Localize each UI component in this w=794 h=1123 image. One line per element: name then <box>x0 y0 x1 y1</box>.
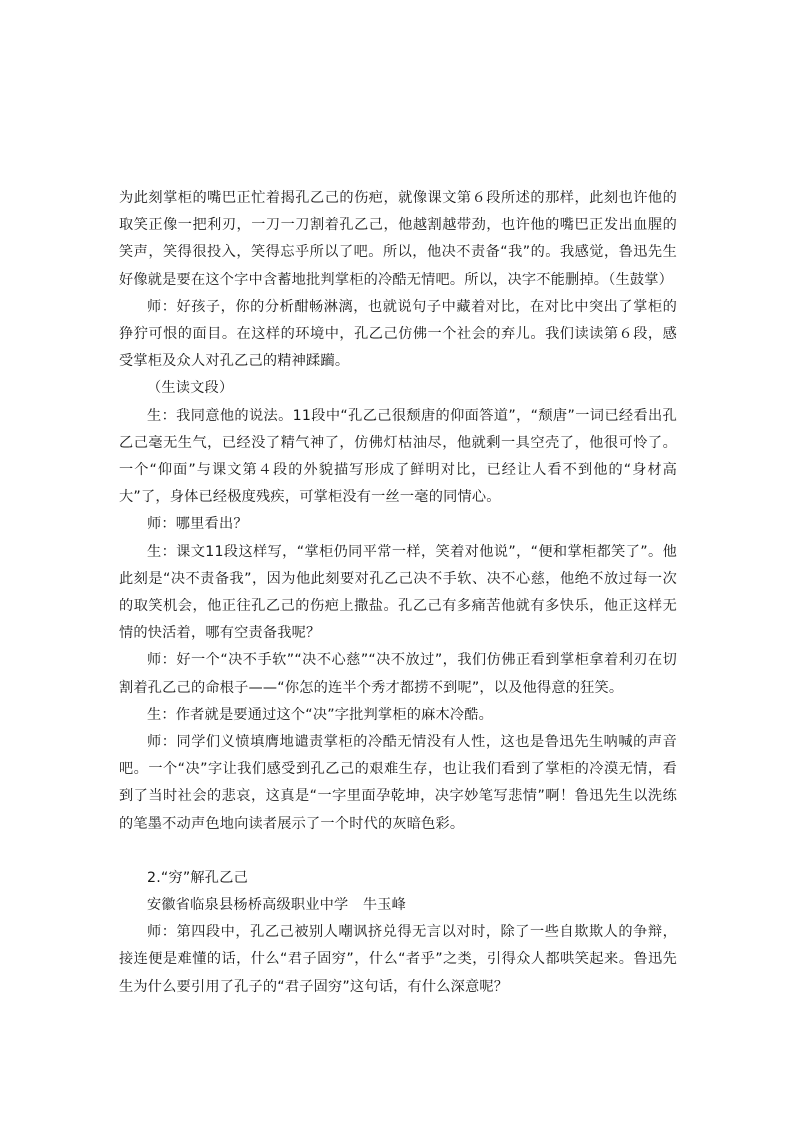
paragraph-stage-direction: （生读文段） <box>147 380 234 397</box>
document-body <box>119 185 677 1001</box>
paragraph-student-answer: 生：课文11段这样写，“掌柜仍同平常一样，笑着对他说”，“便和掌柜都笑了”。他此刻是“决不责备我”，因为他此刻要对孔乙己决不手软、决不心慈，他绝不放过每一次的取笑机会，他正往孔乙己的伤疤上撒盐。孔乙己有多痛苦他就有多快乐，他正这样无情的快活着，哪有空责备我呢？ <box>119 543 677 642</box>
paragraph-teacher-question: 师：第四段中，孔乙己被别人嘲讽挤兑得无言以对时，除了一些自欺欺人的争辩，接连便是难懂的话，什么“君子固穷”，什么“者乎”之类，引得众人都哄笑起来。鲁迅先生为什么要引用了孔子的“君子固穷”这句话，有什么深意呢？ <box>119 924 677 995</box>
paragraph-teacher-question: 师：哪里看出？ <box>147 516 248 533</box>
paragraph-student-answer: 生：作者就是要通过这个“决”字批判掌柜的麻木冷酷。 <box>147 706 494 723</box>
paragraph-continuation: 为此刻掌柜的嘴巴正忙着揭孔乙己的伤疤，就像课文第６段所述的那样，此刻也许他的取笑正像一把利刃，一刀一刀割着孔乙己，他越割越带劲，也许他的嘴巴正发出血腥的笑声，笑得很投入，笑得忘乎所以了吧。所以，他决不责备“我”的。我感觉，鲁迅先生好像就是要在这个字中含蓄地批判掌柜的冷酷无情吧。所以，决字不能删掉。（生鼓掌） <box>119 190 677 288</box>
section-heading: 2.“穷”解孔乙己 <box>147 869 248 886</box>
section-spacer <box>119 838 677 865</box>
paragraph-teacher-response: 师：好孩子，你的分析酣畅淋漓，也就说句子中藏着对比，在对比中突出了掌柜的狰狞可恨的面目。在这样的环境中，孔乙己仿佛一个社会的弃儿。我们读读第６段，感受掌柜及众人对孔乙己的精神蹂躏。 <box>119 298 677 370</box>
paragraph-student-answer: 生：我同意他的说法。11段中“孔乙己很颓唐的仰面答道”，“颓唐”一词已经看出孔乙己毫无生气，已经没了精气神了，仿佛灯枯油尽，他就剩一具空壳了，他很可怜了。一个“仰面”与课文第４段的外貌描写形成了鲜明对比，已经让人看不到他的“身材高大”了，身体已经极度残疾，可掌柜没有一丝一毫的同情心。 <box>119 407 677 506</box>
paragraph-teacher-summary: 师：同学们义愤填膺地谴责掌柜的冷酷无情没有人性，这也是鲁迅先生呐喊的声音吧。一个“决”字让我们感受到孔乙己的艰难生存，也让我们看到了掌柜的冷漠无情，看到了当时社会的悲哀，这真是“一字里面孕乾坤，决字妙笔写悲情”啊！鲁迅先生以洗练的笔墨不动声色地向读者展示了一个时代的灰暗色彩。 <box>119 734 677 832</box>
paragraph-teacher-response: 师：好一个“决不手软”“决不心慈”“决不放过”，我们仿佛正看到掌柜拿着利刃在切割着孔乙己的命根子——“你怎的连半个秀才都捞不到呢”，以及他得意的狂笑。 <box>119 652 677 696</box>
author-line: 安徽省临泉县杨桥高级职业中学 牛玉峰 <box>147 897 406 914</box>
